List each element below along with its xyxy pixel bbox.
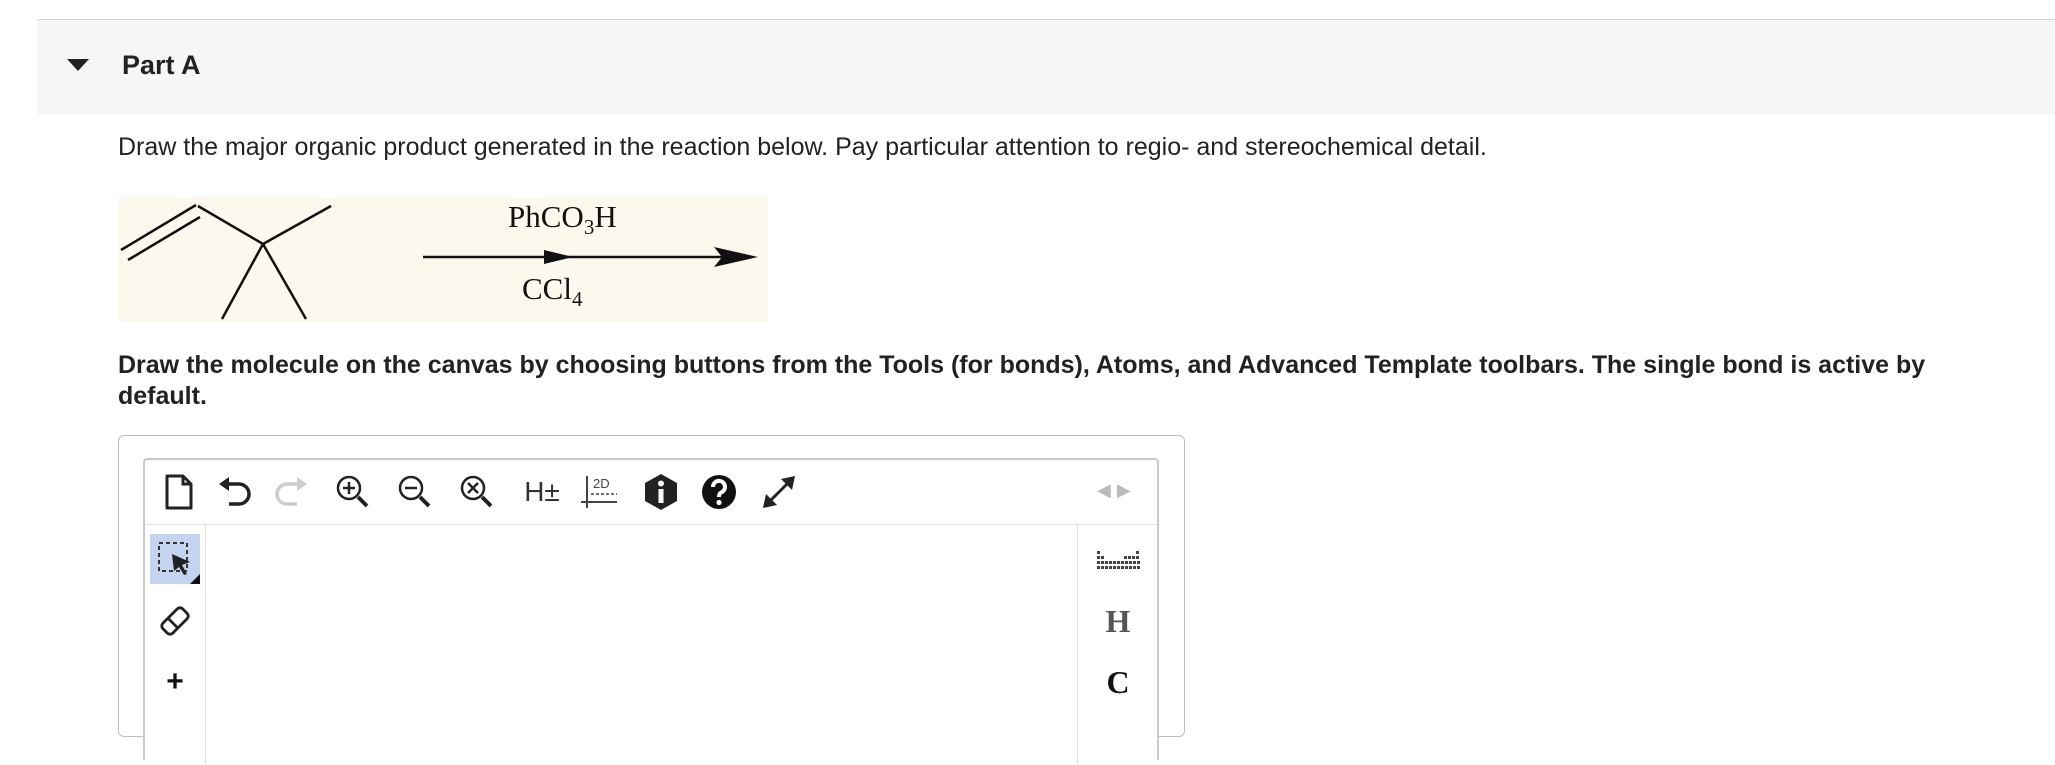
periodic-table-button[interactable]: [1088, 536, 1148, 586]
part-title: Part A: [122, 50, 201, 80]
editor-left-toolbar: [145, 524, 206, 764]
zoom-in-button[interactable]: [331, 470, 375, 514]
hydrogen-toggle-label: H±: [524, 476, 560, 507]
redo-button[interactable]: [269, 470, 313, 514]
layout-2d-button[interactable]: [577, 470, 621, 514]
reaction-scheme-image: [118, 197, 768, 322]
fullscreen-icon: [759, 472, 799, 512]
editor-right-toolbar: [1077, 524, 1158, 764]
layout-2d-label: 2D: [593, 476, 610, 491]
atom-c-label: C: [1106, 663, 1130, 700]
zoom-in-icon: [333, 472, 373, 512]
zoom-reset-icon: [457, 472, 497, 512]
atom-h-label: H: [1105, 602, 1131, 639]
editor-top-toolbar: [145, 460, 1157, 525]
fullscreen-button[interactable]: [757, 470, 801, 514]
atom-c-button[interactable]: [1088, 657, 1148, 707]
eraser-icon: [157, 603, 193, 639]
new-document-button[interactable]: [157, 470, 201, 514]
info-button[interactable]: [639, 470, 683, 514]
eraser-tool-button[interactable]: [150, 596, 200, 646]
toolbar-scroll-arrows[interactable]: [1097, 480, 1137, 501]
chevron-left-icon[interactable]: ◀: [1097, 480, 1117, 500]
part-header[interactable]: [37, 20, 2055, 114]
redo-icon: [273, 476, 309, 508]
undo-icon: [217, 476, 253, 508]
undo-button[interactable]: [213, 470, 257, 514]
help-icon: [700, 473, 738, 511]
rectangle-select-icon: [156, 540, 194, 578]
zoom-out-icon: [395, 472, 435, 512]
tool-submenu-corner: [190, 574, 200, 584]
molecule-editor: [143, 458, 1159, 760]
chevron-right-icon[interactable]: ▶: [1116, 480, 1137, 500]
charge-plus-label: +: [166, 665, 184, 698]
select-tool-button[interactable]: [150, 534, 200, 584]
charge-plus-button[interactable]: [150, 657, 200, 707]
layout-2d-icon: [579, 472, 619, 512]
hydrogen-toggle-button[interactable]: [515, 470, 569, 514]
reactant-structure: [118, 197, 768, 322]
atom-h-button[interactable]: [1088, 596, 1148, 646]
periodic-table-icon: [1096, 548, 1140, 574]
help-button[interactable]: [697, 470, 741, 514]
info-icon: [643, 473, 679, 511]
zoom-out-button[interactable]: [393, 470, 437, 514]
question-instruction: Draw the major organic product generated in the reaction below. Pay particular attention to regio- and stereochemical detail.: [118, 133, 1487, 161]
drawing-canvas[interactable]: [206, 525, 1076, 765]
reagent-top: PhCO$_3$H: [508, 199, 617, 240]
zoom-reset-button[interactable]: [455, 470, 499, 514]
reagent-bottom: CCl$_4$: [522, 271, 583, 312]
molecule-editor-frame: [118, 435, 1185, 737]
new-document-icon: [164, 474, 194, 510]
collapse-caret-icon[interactable]: [67, 59, 89, 71]
draw-instruction: Draw the molecule on the canvas by choosing buttons from the Tools (for bonds), Atoms, and Advanced Template toolbars. The single bond is active by default.: [118, 351, 1926, 410]
